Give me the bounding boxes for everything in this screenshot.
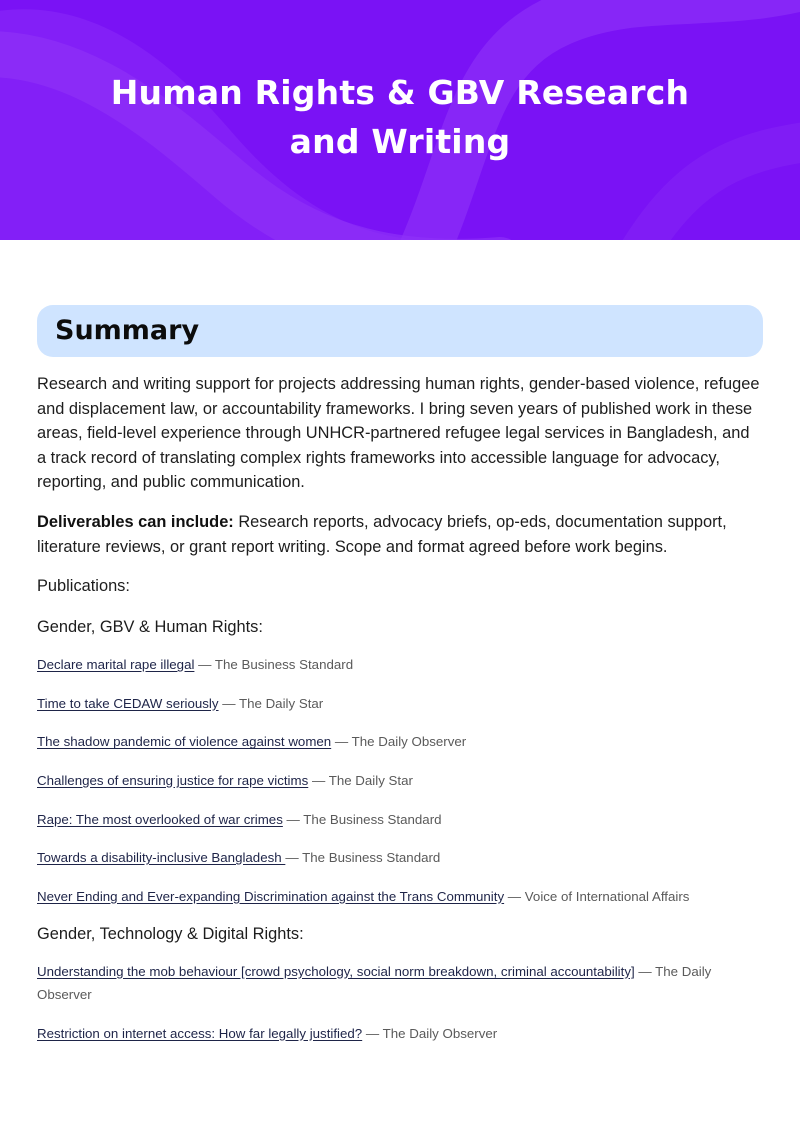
- summary-section-header: [37, 305, 763, 357]
- publication-item: [37, 730, 763, 753]
- publication-link[interactable]: Towards a disability-inclusive Bangladesh: [37, 850, 286, 866]
- publication-list-digital-rights: [37, 960, 763, 1045]
- publications-label: Publications:: [37, 577, 130, 596]
- publication-link[interactable]: Declare marital rape illegal: [37, 657, 195, 673]
- publication-source: — The Daily Observer: [362, 1025, 498, 1041]
- page-title-line-1: Human Rights & GBV Research: [110, 73, 690, 112]
- category-label-gbv: Gender, GBV & Human Rights:: [37, 618, 263, 637]
- publication-link[interactable]: Restriction on internet access: How far legally justified?: [37, 1025, 363, 1041]
- publication-item: [37, 692, 763, 715]
- deliverables-label: Deliverables can include:: [37, 512, 234, 531]
- publication-item: [37, 769, 763, 792]
- publication-link[interactable]: Challenges of ensuring justice for rape victims: [37, 772, 309, 788]
- publication-link[interactable]: Understanding the mob behaviour [crowd psychology, social norm breakdown, criminal accountability]: [37, 963, 635, 979]
- publication-item: [37, 1022, 763, 1045]
- main-content: [37, 372, 763, 1045]
- publication-item: [37, 960, 763, 1006]
- publication-source: — The Business Standard: [282, 811, 442, 827]
- publication-link[interactable]: Time to take CEDAW seriously: [37, 695, 219, 711]
- publication-source: — The Business Standard: [285, 850, 441, 866]
- publication-source: — The Business Standard: [194, 657, 354, 673]
- page-header: [0, 0, 800, 240]
- publication-item: [37, 653, 763, 676]
- publication-source: — The Daily Observer: [331, 734, 467, 750]
- summary-heading: Summary: [55, 315, 200, 346]
- page-title-line-2: and Writing: [289, 122, 511, 161]
- deliverables-text: Research reports, advocacy briefs, op-eds, documentation support, literature reviews, or grant report writing. Scope and format agreed before work begins.: [37, 512, 727, 556]
- publication-link[interactable]: Rape: The most overlooked of war crimes: [37, 811, 283, 827]
- category-label-digital-rights: Gender, Technology & Digital Rights:: [37, 924, 304, 943]
- publication-list-gbv: [37, 653, 763, 908]
- publication-source: — Voice of International Affairs: [504, 888, 690, 904]
- publication-item: [37, 885, 763, 908]
- publication-item: [37, 846, 763, 869]
- deliverables-paragraph: [37, 510, 763, 559]
- publication-source: — The Daily Star: [218, 695, 324, 711]
- publication-source: — The Daily Observer: [37, 963, 712, 1002]
- publication-source: — The Daily Star: [308, 772, 413, 788]
- publication-item: [37, 808, 763, 831]
- summary-intro: Research and writing support for projects addressing human rights, gender-based violence, refugee and displacement law, or accountability frameworks. I bring seven years of published work in these areas, field-level experience through UNHCR-partnered refugee legal services in Bangladesh, and a track record of translating complex rights frameworks into accessible language for advocacy, reporting, and public communication.: [37, 375, 760, 492]
- page-title: [100, 68, 700, 166]
- publication-link[interactable]: Never Ending and Ever-expanding Discrimination against the Trans Community: [37, 888, 505, 904]
- publication-link[interactable]: The shadow pandemic of violence against women: [37, 734, 332, 750]
